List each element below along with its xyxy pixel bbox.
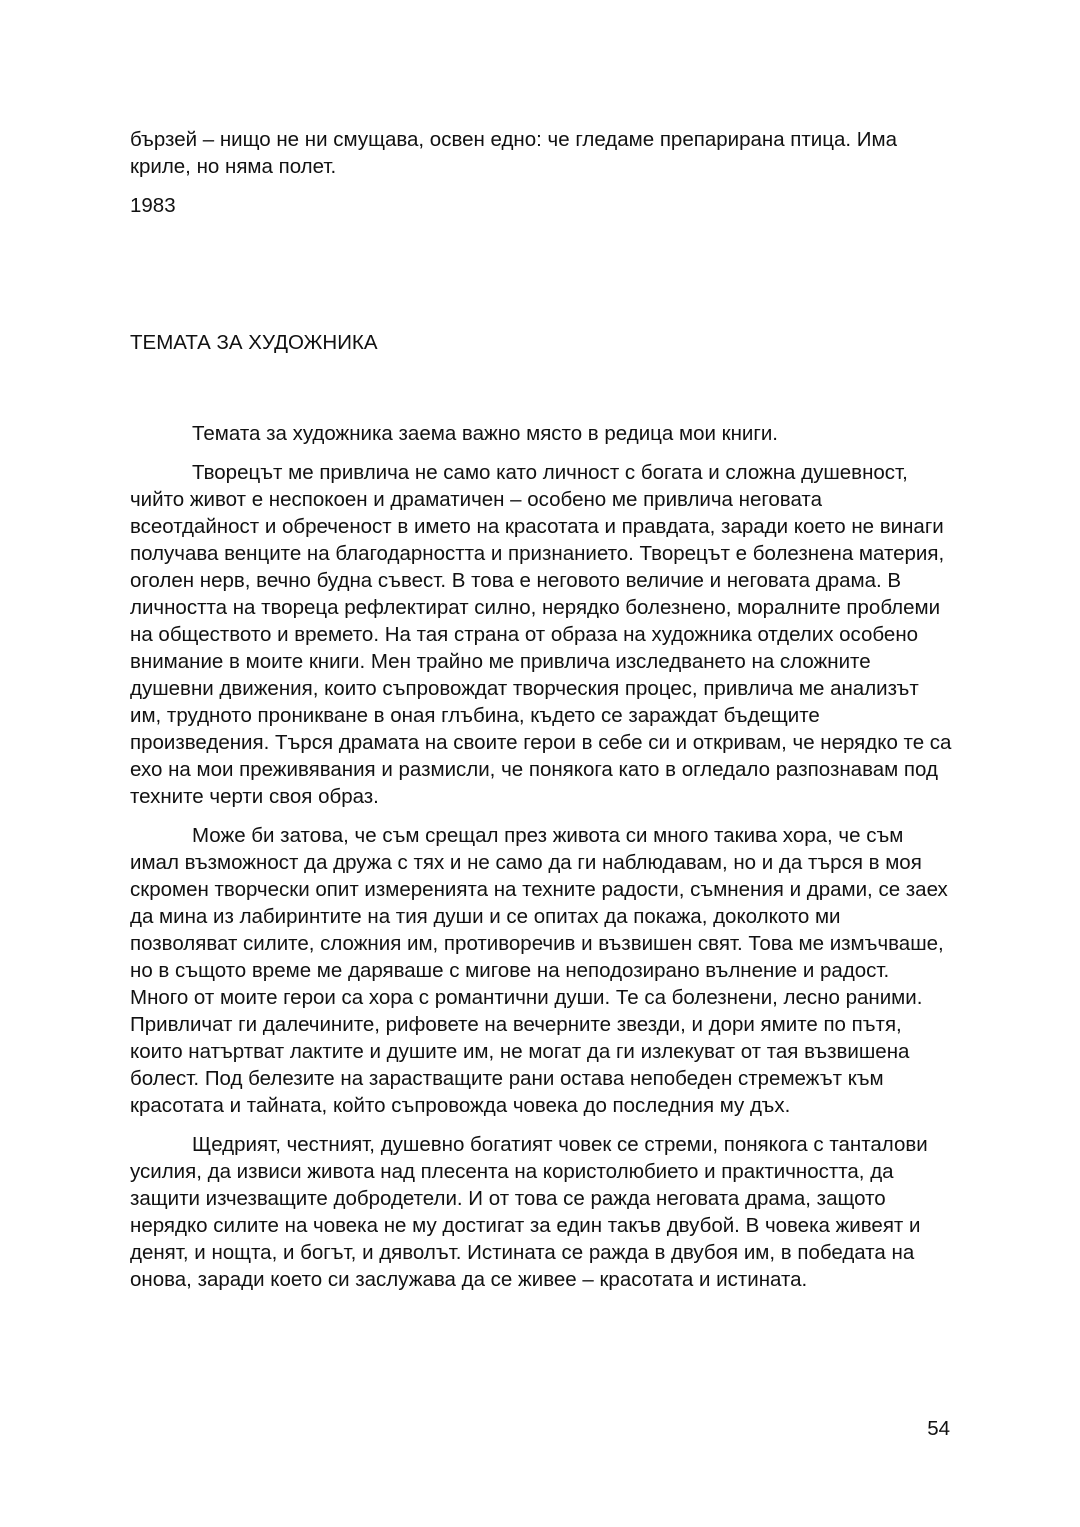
paragraph-3: Може би затова, че съм срещал през живота си много такива хора, че съм имал възможност да дружа с тях и не само да ги наблюдавам, но и да търся в моя скромен творчески опит измеренията на техните радости, съмнения и драми, се заех да мина из лабиринтите на тия души и се опитах да покажа, доколкото ми позволяват силите, сложния им, противоречив и възвишен свят. Това ме измъчваше, но в същото време ме даряваше с мигове на неподозирано вълнение и радост. Много от моите герои са хора с романтични души. Те са болезнени, лесно раними. Привличат ги далечините, рифовете на вечерните звезди, и дори ямите по пътя, които натъртват лактите и душите им, не могат да ги излекуват от тая възвишена болест. Под белезите на зарастващите рани остава непобеден стремежът към красотата и тайната, който съпровожда човека до последния му дъх. <box>130 824 948 1117</box>
intro-line-1: бързей – нищо не ни смущава, освен едно: че гледаме препарирана птица. Има <box>130 128 897 151</box>
intro-line-2: криле, но няма полет. <box>130 155 337 178</box>
paragraph-2: Творецът ме привлича не само като личност с богата и сложна душевност, чийто живот е неспокоен и драматичен – особено ме привлича неговата всеотдайност и обреченост в името на красотата и правдата, заради което не винаги получава венците на благодарността и признанието. Творецът е болезнена материя, оголен нерв, вечно будна съвест. В това е неговото величие и неговата драма. В личността на твореца рефлектират силно, нерядко болезнено, моралните проблеми на обществото и времето. На тая страна от образа на художника отделих особено внимание в моите книги. Мен трайно ме привлича изследването на сложните душевни движения, които съпровождат творческия процес, привлича ме анализът им, трудното проникване в оная глъбина, където се зараждат бъдещите произведения. Търся драмата на своите герои в себе си и откривам, че нерядко те са ехо на мои преживявания и размисли, че понякога като в огледало разпознавам под техните черти своя образ. <box>130 461 952 808</box>
year-line: 1983 <box>130 194 176 217</box>
page-number: 54 <box>927 1417 950 1440</box>
section-title: ТЕМАТА ЗА ХУДОЖНИКА <box>130 331 378 354</box>
document-page <box>130 126 952 1305</box>
paragraph-1: Темата за художника заема важно място в редица мои книги. <box>192 422 779 445</box>
section-body <box>130 420 952 1293</box>
paragraph-4: Щедрият, честният, душевно богатият човек се стреми, понякога с танталови усилия, да извиси живота над плесента на користолюбието и практичността, да защити изчезващите добродетели. И от това се ражда неговата драма, защото нерядко силите на човека не му достигат за един такъв двубой. В човека живеят и денят, и нощта, и богът, и дяволът. Истината се ражда в двубоя им, в победата на онова, заради което си заслужава да се живее – красотата и истината. <box>130 1133 928 1291</box>
intro-paragraph <box>130 126 952 180</box>
